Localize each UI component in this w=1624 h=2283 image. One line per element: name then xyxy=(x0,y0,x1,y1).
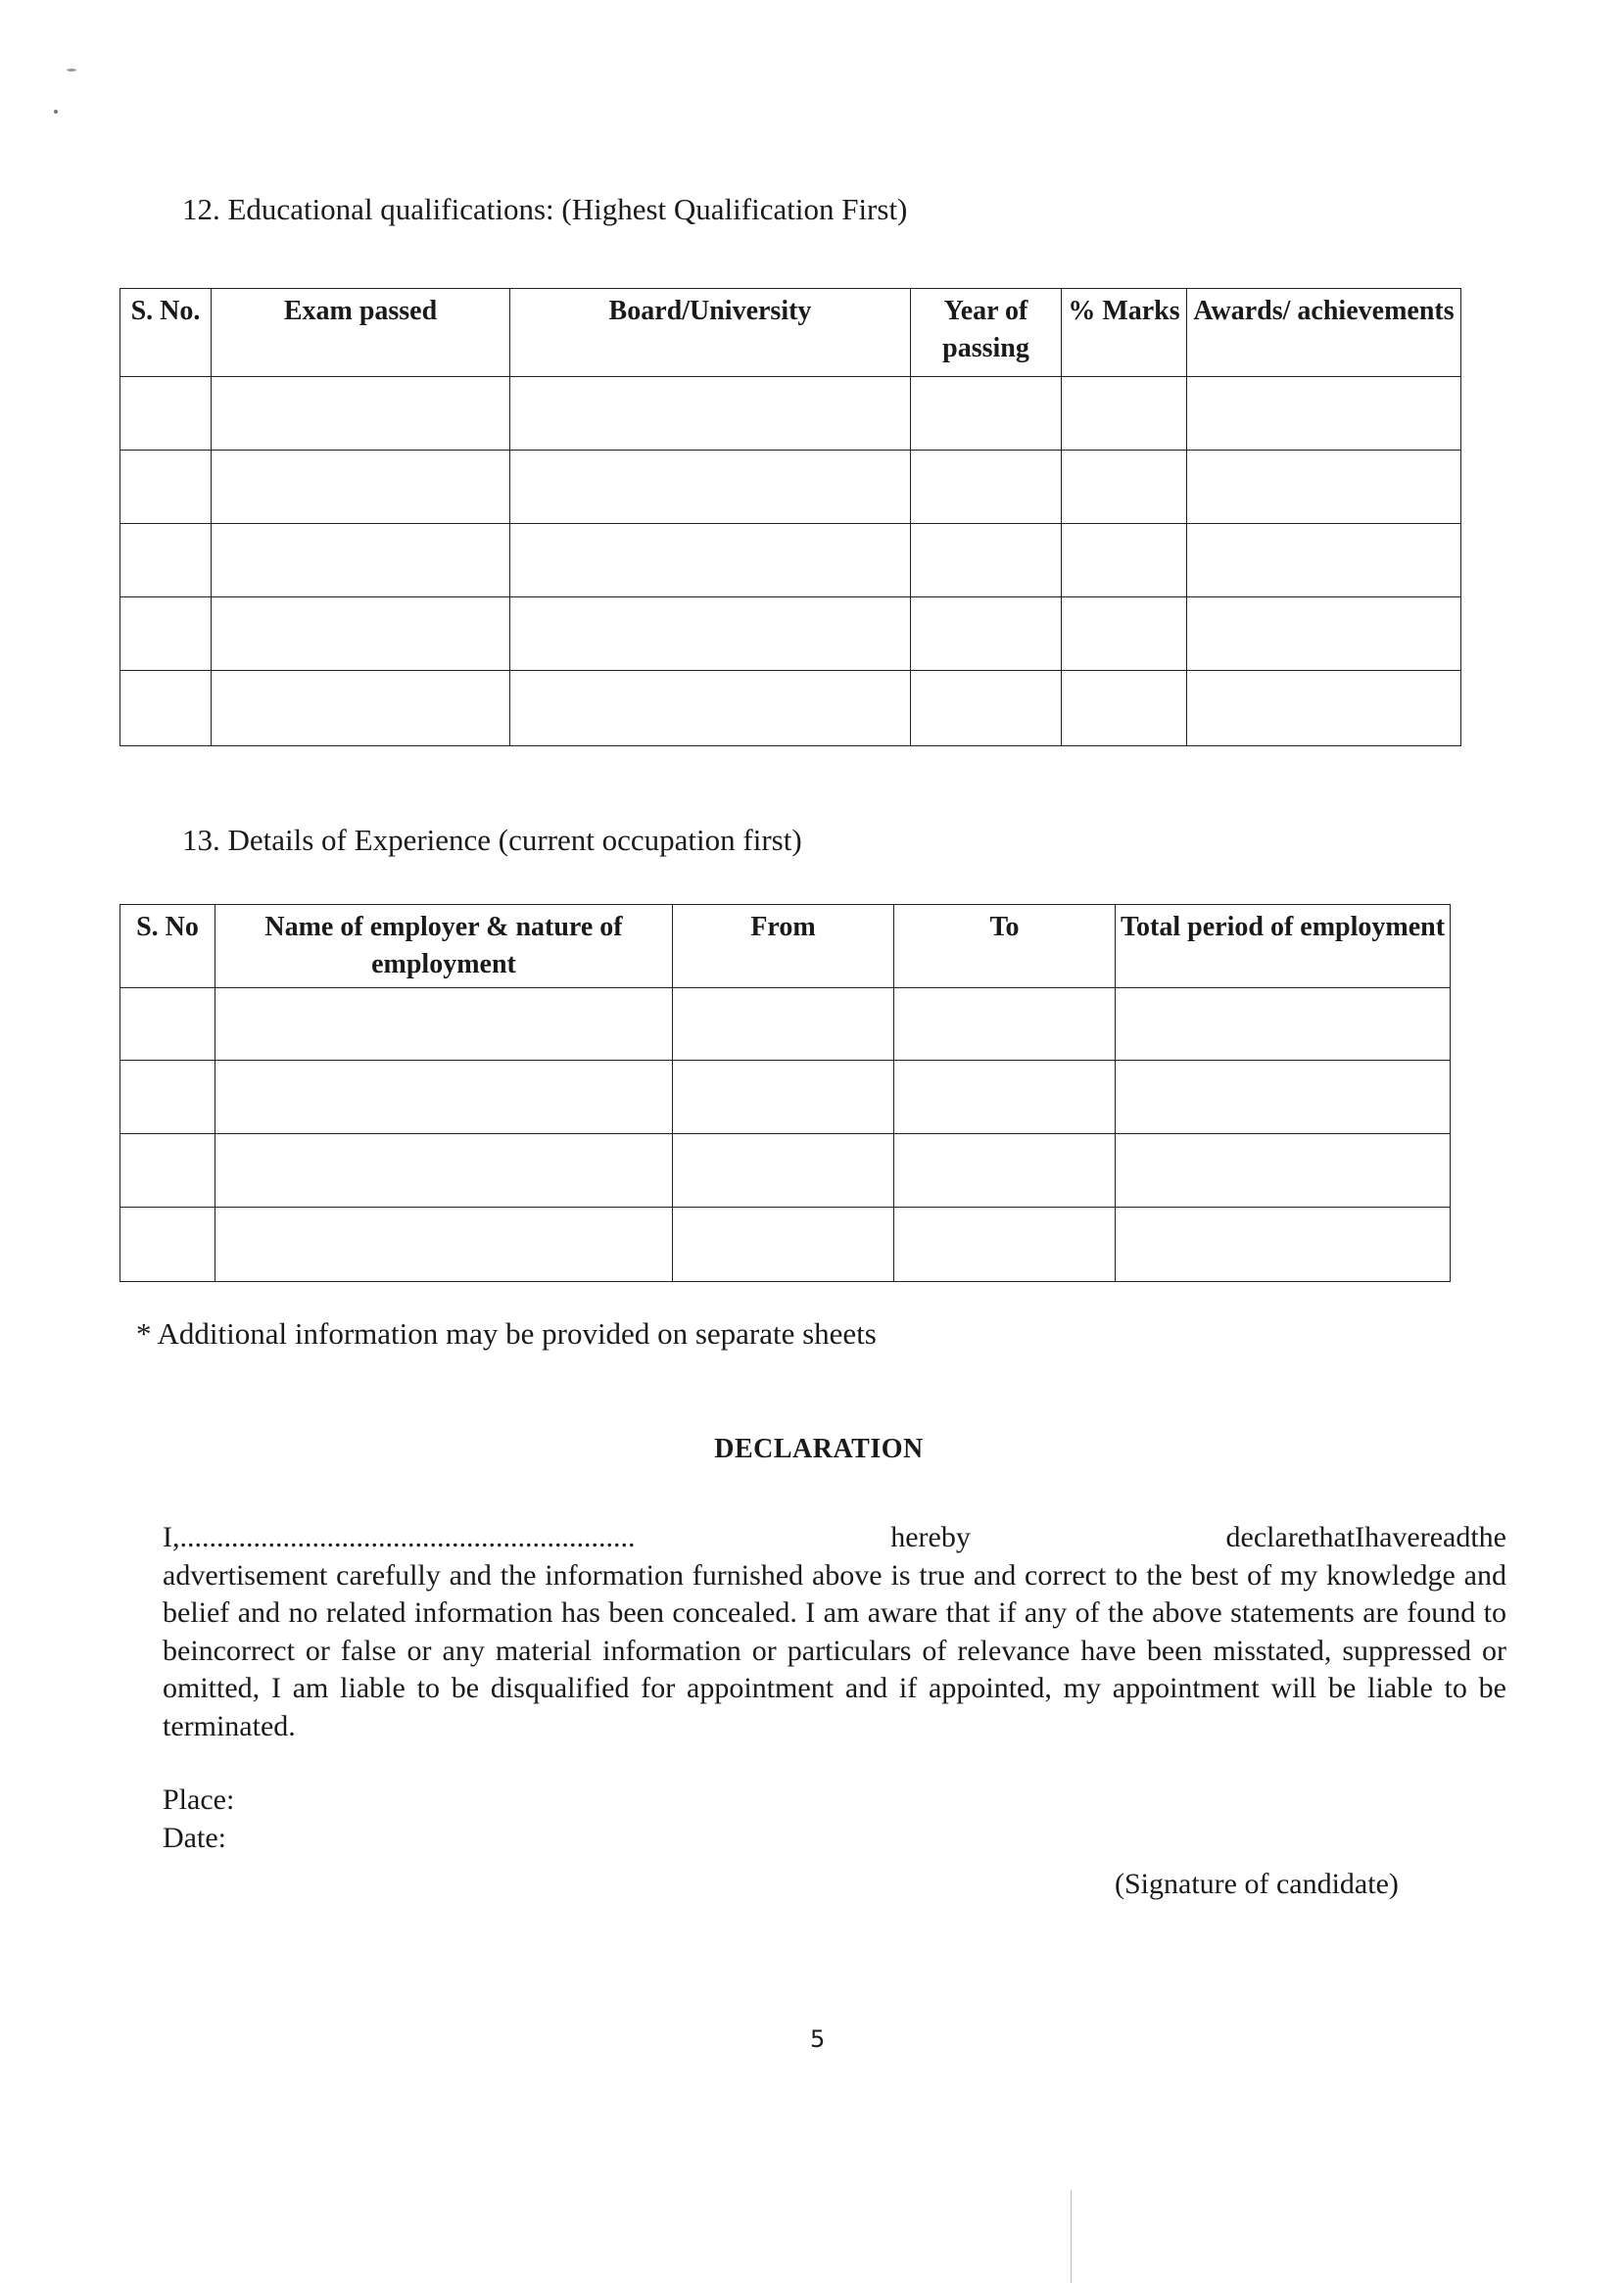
table-cell[interactable] xyxy=(1062,377,1187,451)
scan-speck xyxy=(67,69,76,71)
table-cell[interactable] xyxy=(212,597,510,671)
table-cell[interactable] xyxy=(120,377,212,451)
table-cell[interactable] xyxy=(673,988,894,1061)
col-header-from: From xyxy=(673,905,894,988)
page-number: 5 xyxy=(810,2025,826,2053)
declaration-first-line xyxy=(163,1519,1506,1557)
col-header-sno: S. No xyxy=(120,905,215,988)
education-header-row xyxy=(120,289,1461,377)
table-row xyxy=(120,451,1461,524)
section-13-heading: 13. Details of Experience (current occupation first) xyxy=(182,823,802,857)
table-cell[interactable] xyxy=(120,1134,215,1208)
table-cell[interactable] xyxy=(1116,1061,1451,1134)
additional-info-note: * Additional information may be provided on separate sheets xyxy=(136,1316,877,1351)
table-cell[interactable] xyxy=(1062,671,1187,746)
experience-table xyxy=(119,904,1451,1282)
table-cell[interactable] xyxy=(1116,988,1451,1061)
table-row xyxy=(120,377,1461,451)
table-cell[interactable] xyxy=(1187,377,1461,451)
table-cell[interactable] xyxy=(120,1061,215,1134)
table-cell[interactable] xyxy=(894,1061,1116,1134)
name-blank: I,.............................................................. xyxy=(163,1521,636,1553)
table-cell[interactable] xyxy=(911,524,1062,597)
table-cell[interactable] xyxy=(510,377,911,451)
declaration-text xyxy=(163,1519,1506,1745)
table-cell[interactable] xyxy=(911,597,1062,671)
table-cell[interactable] xyxy=(212,451,510,524)
table-cell[interactable] xyxy=(1116,1208,1451,1282)
table-cell[interactable] xyxy=(894,1134,1116,1208)
col-header-percent-marks: % Marks xyxy=(1062,289,1187,377)
col-header-sno: S. No. xyxy=(120,289,212,377)
table-cell[interactable] xyxy=(1187,597,1461,671)
table-row xyxy=(120,1134,1451,1208)
table-row xyxy=(120,988,1451,1061)
table-cell[interactable] xyxy=(894,988,1116,1061)
table-cell[interactable] xyxy=(510,597,911,671)
table-cell[interactable] xyxy=(120,988,215,1061)
table-row xyxy=(120,524,1461,597)
table-cell[interactable] xyxy=(212,377,510,451)
table-cell[interactable] xyxy=(1062,451,1187,524)
date-label: Date: xyxy=(163,1822,226,1854)
col-header-board-university: Board/University xyxy=(510,289,911,377)
table-cell[interactable] xyxy=(510,524,911,597)
table-row xyxy=(120,1208,1451,1282)
table-cell[interactable] xyxy=(673,1134,894,1208)
education-table xyxy=(119,288,1461,746)
col-header-awards: Awards/ achievements xyxy=(1187,289,1461,377)
table-cell[interactable] xyxy=(911,671,1062,746)
table-cell[interactable] xyxy=(1187,524,1461,597)
table-cell[interactable] xyxy=(120,1208,215,1282)
table-row xyxy=(120,1061,1451,1134)
declaration-hereby: hereby xyxy=(890,1521,971,1553)
table-cell[interactable] xyxy=(894,1208,1116,1282)
signature-label: (Signature of candidate) xyxy=(1115,1868,1399,1900)
experience-header-row xyxy=(120,905,1451,988)
table-cell[interactable] xyxy=(1187,451,1461,524)
table-cell[interactable] xyxy=(215,1134,673,1208)
table-cell[interactable] xyxy=(212,524,510,597)
table-cell[interactable] xyxy=(1062,597,1187,671)
table-cell[interactable] xyxy=(1116,1134,1451,1208)
table-cell[interactable] xyxy=(120,524,212,597)
declaration-first-line-end: declarethatIhavereadthe xyxy=(1225,1521,1506,1553)
table-cell[interactable] xyxy=(212,671,510,746)
place-label: Place: xyxy=(163,1784,235,1816)
table-cell[interactable] xyxy=(215,1208,673,1282)
table-cell[interactable] xyxy=(1062,524,1187,597)
table-cell[interactable] xyxy=(120,671,212,746)
table-cell[interactable] xyxy=(510,671,911,746)
table-cell[interactable] xyxy=(120,451,212,524)
declaration-body: advertisement carefully and the information furnished above is true and correct to the best of my knowledge and belief and no related information has been concealed. I am aware that if any of the above statements are found to beincorrect or false or any material information or particulars of relevance have been misstated, suppressed or omitted, I am liable to be disqualified for appointment and if appointed, my appointment will be liable to be terminated. xyxy=(163,1558,1506,1742)
table-row xyxy=(120,597,1461,671)
col-header-exam-passed: Exam passed xyxy=(212,289,510,377)
table-cell[interactable] xyxy=(673,1061,894,1134)
col-header-employer: Name of employer & nature of employment xyxy=(215,905,673,988)
declaration-title: DECLARATION xyxy=(714,1434,924,1464)
table-row xyxy=(120,671,1461,746)
scan-speck xyxy=(54,110,58,114)
table-cell[interactable] xyxy=(911,451,1062,524)
table-cell[interactable] xyxy=(1187,671,1461,746)
col-header-total-period: Total period of employment xyxy=(1116,905,1451,988)
table-cell[interactable] xyxy=(215,988,673,1061)
scan-edge-line xyxy=(1071,2190,1072,2283)
table-cell[interactable] xyxy=(911,377,1062,451)
col-header-year-of-passing: Year of passing xyxy=(911,289,1062,377)
table-cell[interactable] xyxy=(510,451,911,524)
table-cell[interactable] xyxy=(673,1208,894,1282)
col-header-to: To xyxy=(894,905,1116,988)
section-12-heading: 12. Educational qualifications: (Highest Qualification First) xyxy=(182,192,908,226)
table-cell[interactable] xyxy=(120,597,212,671)
table-cell[interactable] xyxy=(215,1061,673,1134)
